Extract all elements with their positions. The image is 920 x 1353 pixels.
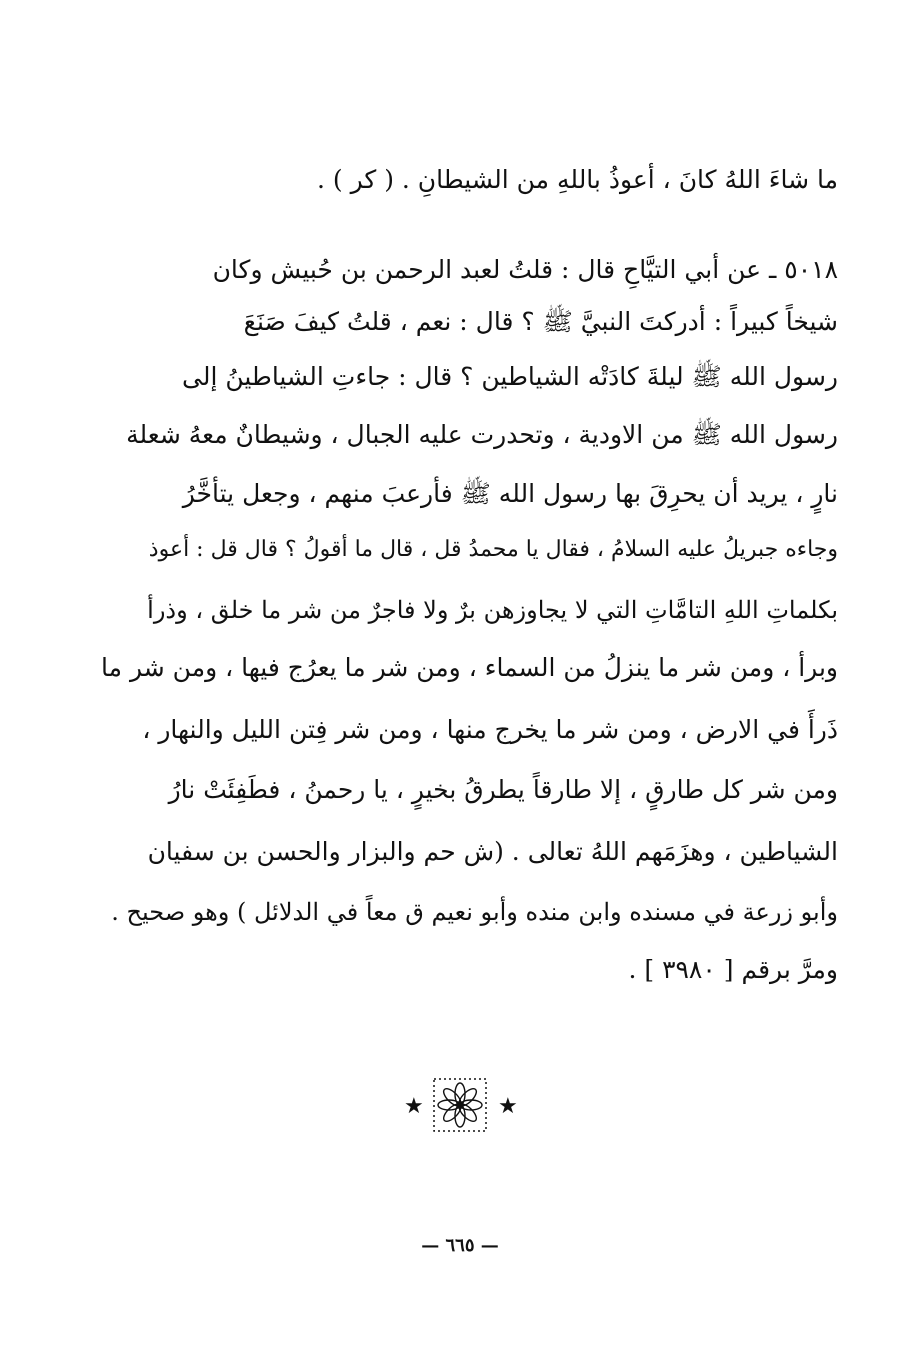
hadith-text — [101, 0, 838, 1050]
text-line: شيخاً كبيراً : أدركتَ النبيَّ ﷺ ؟ قال : نعم ، قلتُ كيفَ صَنَعَ — [243, 307, 838, 336]
text-line: ٥٠١٨ ـ عن أبي التيَّاحِ قال : قلتُ لعبد الرحمن بن حُبيش وكان — [212, 255, 838, 284]
text-line: ما شاءَ اللهُ كانَ ، أعوذُ باللهِ من الشيطانِ . ( كر ) . — [316, 165, 838, 194]
right-star-icon: ★ — [498, 1094, 518, 1119]
page-number: — ٦٦٥ — — [421, 1235, 499, 1256]
section-divider-ornament — [0, 1075, 920, 1135]
text-line: رسول الله ﷺ ليلةَ كادَتْه الشياطين ؟ قال : جاءتِ الشياطينُ إلى — [182, 362, 838, 391]
text-line: نارٍ ، يريد أن يحرِقَ بها رسول الله ﷺ فأرعبَ منهم ، وجعل يتأخَّرُ — [182, 479, 838, 508]
text-line: رسول الله ﷺ من الاودية ، وتحدرت عليه الجبال ، وشيطانٌ معهُ شعلة — [126, 420, 838, 449]
text-line: بكلماتِ اللهِ التامَّاتِ التي لا يجاوزهن برٌ ولا فاجرٌ من شر ما خلق ، وذرأ — [147, 596, 838, 624]
text-line: وبرأ ، ومن شر ما ينزلُ من السماء ، ومن شر ما يعرُج فيها ، ومن شر ما — [101, 653, 838, 682]
text-line: الشياطين ، وهزَمَهم اللهُ تعالى . (ش حم والبزار والحسن بن سفيان — [147, 837, 838, 866]
text-line: ذَرأَ في الارض ، ومن شر ما يخرج منها ، ومن شر فِتن الليل والنهار ، — [142, 715, 838, 744]
flower-ornament-icon — [390, 1075, 530, 1135]
text-line: ومن شر كل طارقٍ ، إلا طارقاً يطرقُ بخيرٍ ، يا رحمنُ ، فطَفِئَتْ نارُ — [168, 775, 838, 804]
left-star-icon: ★ — [404, 1094, 424, 1119]
text-line: وأبو زرعة في مسنده وابن منده وأبو نعيم ق معاً في الدلائل ) وهو صحيح . — [111, 898, 838, 926]
text-line: وجاءه جبريلُ عليه السلامُ ، فقال يا محمدُ قل ، قال ما أقولُ ؟ قال قل : أعوذ — [148, 537, 838, 562]
text-line: ومرَّ برقم [ ٣٩٨٠ ] . — [628, 955, 838, 984]
